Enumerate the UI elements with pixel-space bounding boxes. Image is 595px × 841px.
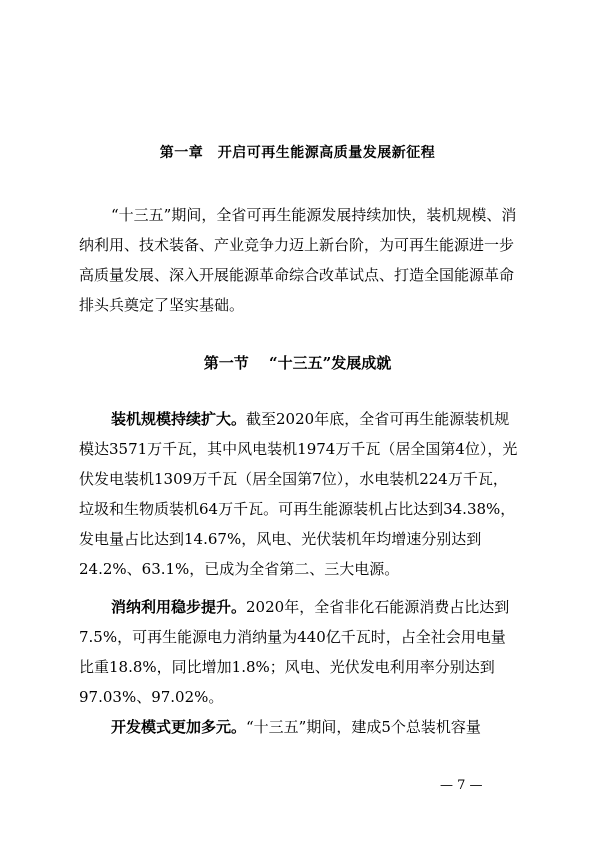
paragraph-text: “十三五”期间，建成5个总装机容量: [246, 718, 481, 736]
paragraph-consumption: [79, 592, 519, 712]
paragraph-lead: 消纳利用稳步提升。: [111, 598, 247, 616]
paragraph-installed-capacity: [79, 404, 519, 584]
paragraph-lead: 装机规模持续扩大。: [111, 410, 247, 428]
paragraph-development-mode: [79, 712, 519, 742]
paragraph-text: 2020年，全省非化石能源消费占比达到7.5%，可再生能源电力消纳量为440亿千瓦时，占全社会用电量比重18.8%，同比增加1.8%；风电、光伏发电利用率分别达到97.03%、97.02%。: [79, 598, 510, 706]
paragraph-text: 截至2020年底，全省可再生能源装机规模达3571万千瓦，其中风电装机1974万千瓦（居全国第4位），光伏发电装机1309万千瓦（居全国第7位），水电装机224万千瓦，垃圾和生物质装机64万千瓦。可再生能源装机占比达到34.38%，发电量占比达到14.67%，风电、光伏装机年均增速分别达到24.2%、63.1%，已成为全省第二、三大电源。: [79, 410, 518, 578]
paragraph-lead: 开发模式更加多元。: [111, 718, 247, 736]
intro-paragraph: “十三五”期间，全省可再生能源发展持续加快，装机规模、消纳利用、技术装备、产业竞争力迈上新台阶，为可再生能源进一步高质量发展、深入开展能源革命综合改革试点、打造全国能源革命排头兵奠定了坚实基础。: [79, 206, 517, 314]
page-number: — 7 —: [440, 778, 483, 793]
section-title: 第一节 “十三五”发展成就: [203, 354, 392, 372]
chapter-title: 第一章 开启可再生能源高质量发展新征程: [159, 145, 436, 161]
